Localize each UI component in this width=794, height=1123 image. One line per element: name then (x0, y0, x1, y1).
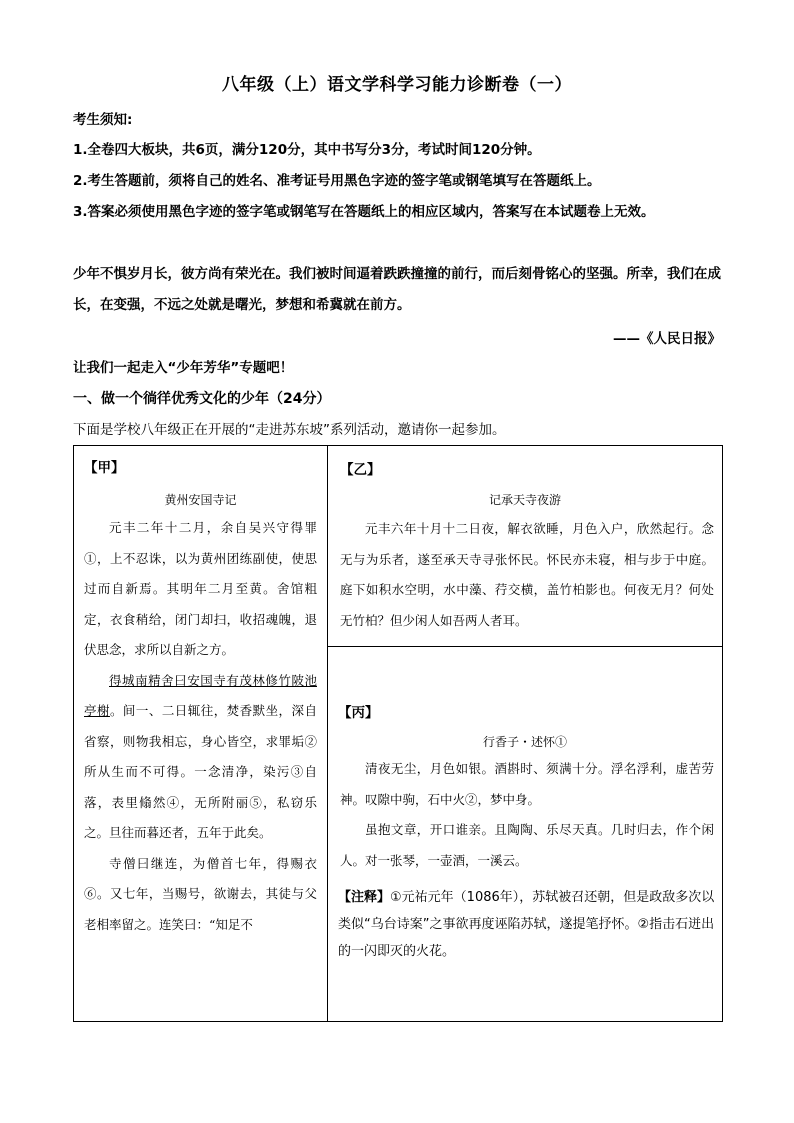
page-title: 八年级（上）语文学科学习能力诊断卷（一） (222, 75, 572, 95)
passage-bing-paragraph-1: 清夜无尘，月色如银。酒斟时、须满十分。浮名浮利，虚苦劳神。叹隙中驹，石中火②，梦中身。 (340, 761, 714, 807)
underlined-sentence: 得城南精舍曰安国寺有茂林修竹陂池亭榭 (84, 672, 317, 718)
notice-item-2: 2.考生答题前，须将自己的姓名、准考证号用黑色字迹的签字笔或钢笔填写在答题纸上。 (73, 173, 601, 189)
passage-jia-text (84, 513, 317, 940)
passage-yi-title: 记承天寺夜游 (488, 493, 561, 507)
passage-yi-paragraph-1: 元丰六年十月十二日夜，解衣欲睡，月色入户，欣然起行。念无与为乐者，遂至承天寺寻张怀民。怀民亦未寝，相与步于中庭。庭下如积水空明，水中藻、荇交横，盖竹柏影也。何夜无月？何处无竹柏？但少闲人如吾两人者耳。 (340, 521, 714, 628)
passage-bing-notes (338, 884, 716, 965)
passage-jia-paragraph-2-rest: 。间一、二日辄往，焚香默坐，深自省察，则物我相忘，身心皆空，求罪垢②所从生而不可得。一念清净，染污③自落，表里翛然④，无所附丽⑤，私窃乐之。旦往而暮还者，五年于此矣。 (84, 703, 317, 840)
section-description: 下面是学校八年级正在开展的“走进苏东坡”系列活动，邀请你一起参加。 (73, 422, 506, 438)
passage-table (73, 445, 723, 1022)
passage-jia-paragraph-2 (84, 666, 317, 849)
passage-jia-cell (74, 446, 328, 1021)
passage-bing-cell (328, 647, 722, 1021)
topic-intro: 让我们一起走入“少年芳华”专题吧！ (73, 360, 294, 376)
note-text: ①元祐元年（1086年），苏轼被召还朝，但是政敌多次以类似“乌台诗案”之事欲再度诬陷苏轼，遂提笔抒怀。②指击石迸出的一闪即灭的火花。 (338, 890, 715, 959)
passage-jia-paragraph-1: 元丰二年十二月，余自吴兴守得罪①，上不忍诛，以为黄州团练副使，使思过而自新焉。其明年二月至黄。舍馆粗定，衣食稍给，闭门却扫，收招魂魄，退伏思念，求所以自新之方。 (84, 520, 317, 657)
passage-bing-paragraph-2: 虽抱文章，开口谁亲。且陶陶、乐尽天真。几时归去，作个闲人。对一张琴，一壶酒，一溪云。 (340, 822, 714, 868)
passage-bing-tag: 【丙】 (338, 705, 379, 721)
notice-item-3: 3.答案必须使用黑色字迹的签字笔或钢笔写在答题纸上的相应区域内，答案写在本试题卷上无效。 (73, 204, 655, 220)
passage-jia-paragraph-3: 寺僧曰继连，为僧首七年，得赐衣⑥。又七年，当赐号，欲谢去，其徒与父老相率留之。连笑曰：“知足不 (84, 855, 317, 932)
quote-text: 少年不惧岁月长，彼方尚有荣光在。我们被时间逼着跌跌撞撞的前行，而后刻骨铭心的坚强。所幸，我们在成长，在变强，不远之处就是曙光，梦想和希冀就在前方。 (73, 266, 721, 313)
passage-yi-text (340, 514, 714, 636)
passage-yi-tag: 【乙】 (340, 462, 381, 478)
quote-source: ——《人民日报》 (613, 331, 721, 347)
passage-bing-text (340, 754, 714, 876)
section-heading: 一、做一个徜徉优秀文化的少年（24分） (73, 391, 331, 407)
notice-heading: 考生须知: (73, 112, 133, 128)
passage-jia-tag: 【甲】 (84, 460, 125, 476)
passage-bing-title: 行香子・述怀① (482, 735, 567, 749)
passage-jia-title: 黄州安国寺记 (164, 493, 237, 507)
passage-yi-cell (328, 446, 722, 647)
note-label: 【注释】 (338, 890, 391, 905)
notice-item-1: 1.全卷四大板块，共6页，满分120分，其中书写分3分，考试时间120分钟。 (73, 142, 541, 158)
